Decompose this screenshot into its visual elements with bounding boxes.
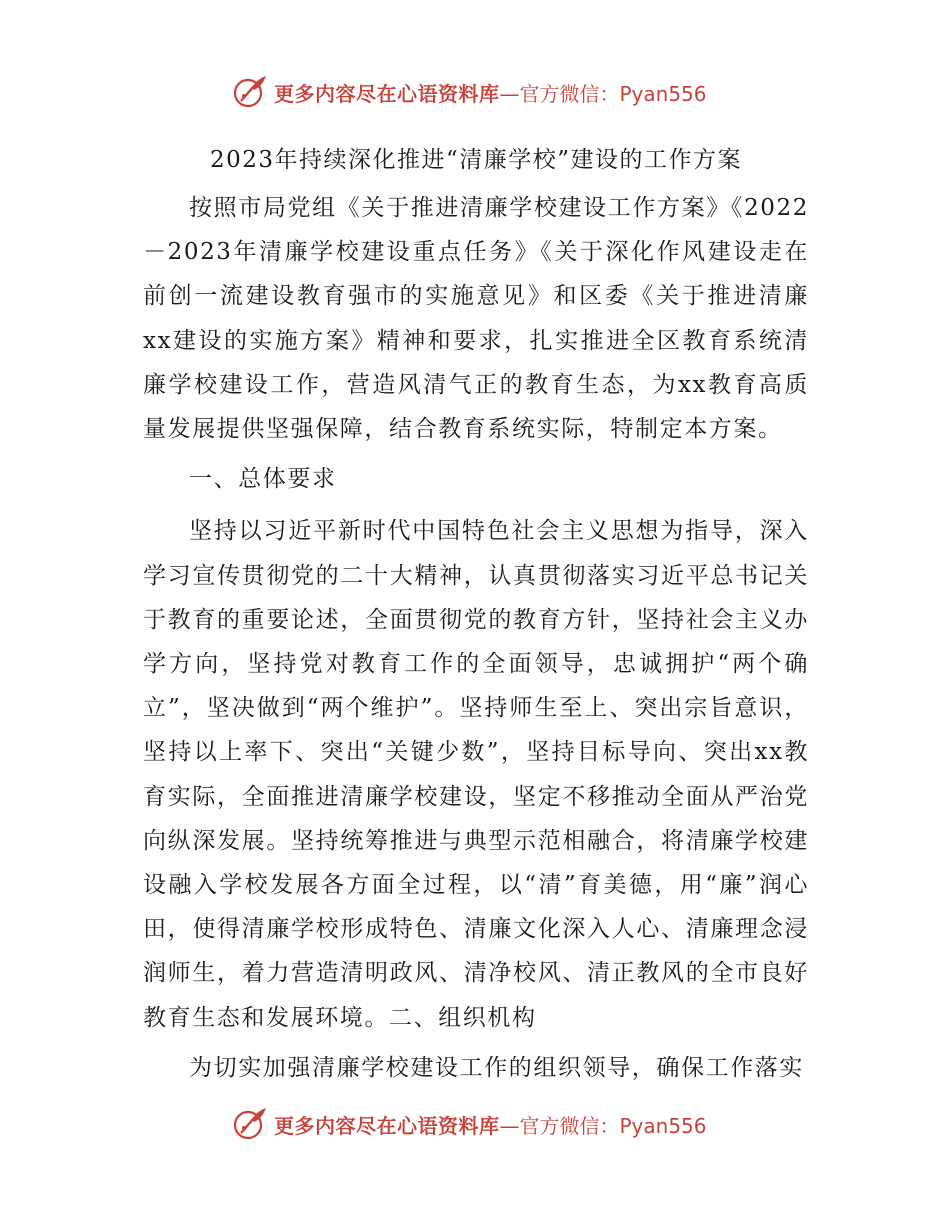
watermark-contact: —官方微信：Pyan556 <box>499 81 707 106</box>
watermark-brand: 更多内容尽在心语资料库 <box>274 81 500 106</box>
watermark-banner-top <box>232 72 752 112</box>
watermark-brand: 更多内容尽在心语资料库 <box>274 1113 500 1138</box>
quill-logo-icon <box>232 74 268 110</box>
watermark-contact: —官方微信：Pyan556 <box>499 1113 707 1138</box>
watermark-banner-bottom <box>232 1104 752 1144</box>
paragraph-intro: 按照市局党组《关于推进清廉学校建设工作方案》《2022－2023年清廉学校建设重点任务》《关于深化作风建设走在前创一流建设教育强市的实施意见》和区委《关于推进清廉xx建设的实施方案》精神和要求，扎实推进全区教育系统清廉学校建设工作，营造风清气正的教育生态，为xx教育高质量发展提供坚强保障，结合教育系统实际，特制定本方案。 <box>143 195 809 443</box>
document-body <box>143 138 809 1090</box>
quill-logo-icon <box>232 1106 268 1142</box>
document-title: 2023年持续深化推进“清廉学校”建设的工作方案 <box>209 147 743 173</box>
section-heading-general-requirements: 一、总体要求 <box>189 466 337 493</box>
paragraph-general-requirements: 坚持以习近平新时代中国特色社会主义思想为指导，深入学习宣传贯彻党的二十大精神，认真贯彻落实习近平总书记关于教育的重要论述，全面贯彻党的教育方针，坚持社会主义办学方向，坚持党对教育工作的全面领导，忠诚拥护“两个确立”，坚决做到“两个维护”。坚持师生至上、突出宗旨意识，坚持以上率下、突出“关键少数”，坚持目标导向、突出xx教育实际，全面推进清廉学校建设，坚定不移推动全面从严治党向纵深发展。坚持统筹推进与典型示范相融合，将清廉学校建设融入学校发展各方面全过程，以“清”育美德，用“廉”润心田，使得清廉学校形成特色、清廉文化深入人心、清廉理念浸润师生，着力营造清明政风、清净校风、清正教风的全市良好教育生态和发展环境。二、组织机构 <box>143 518 809 1031</box>
paragraph-organization: 为切实加强清廉学校建设工作的组织领导，确保工作落实 <box>189 1054 804 1081</box>
